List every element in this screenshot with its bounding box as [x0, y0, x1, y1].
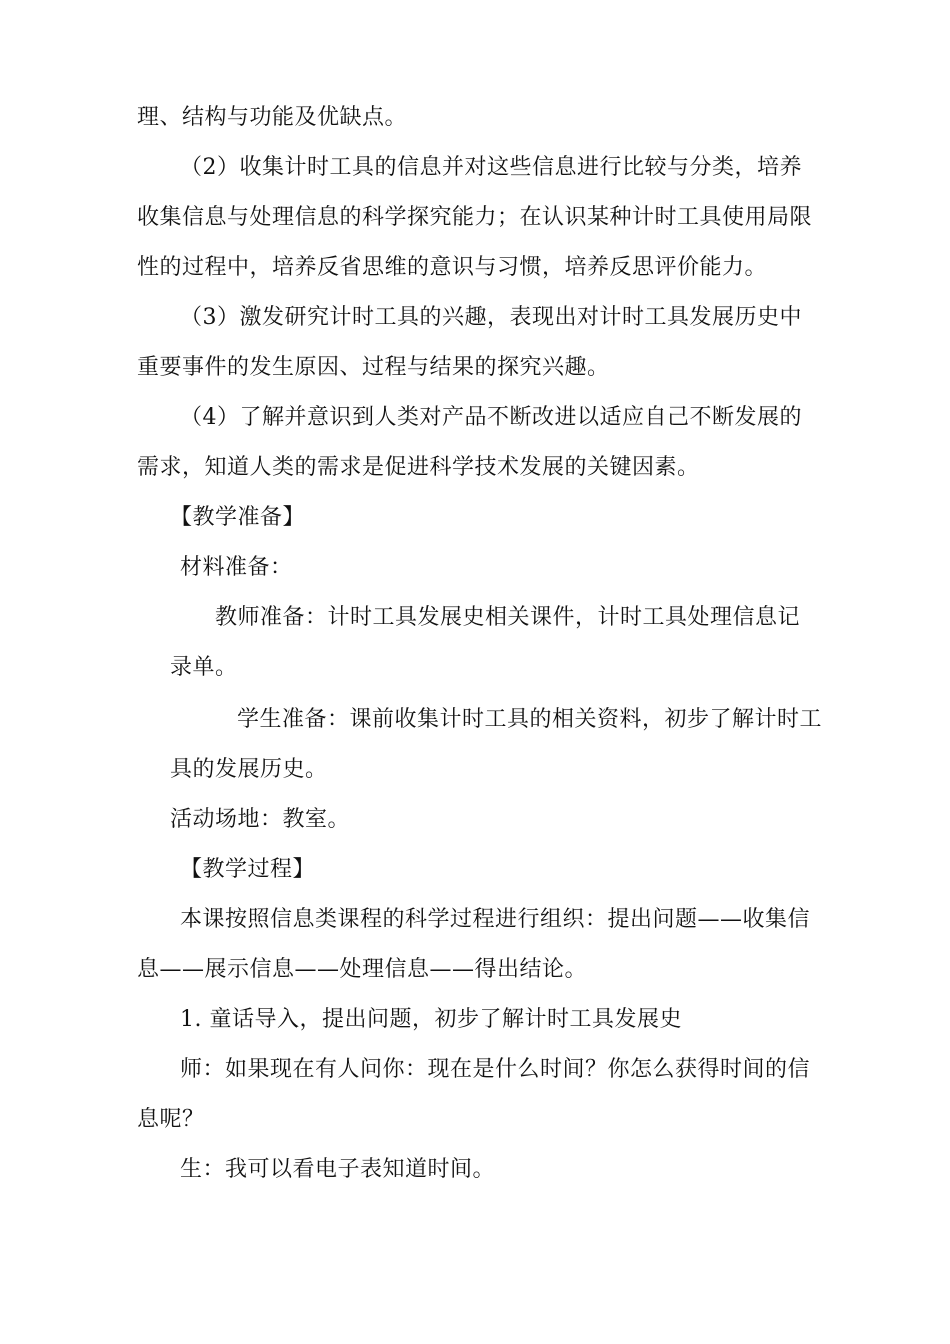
text-line: （2）收集计时工具的信息并对这些信息进行比较与分类，培养: [180, 155, 802, 180]
text-line: 本课按照信息类课程的科学过程进行组织：提出问题——收集信: [180, 907, 811, 932]
text-line: （3）激发研究计时工具的兴趣，表现出对计时工具发展历史中: [180, 305, 802, 330]
text-line: 生：我可以看电子表知道时间。: [180, 1157, 496, 1182]
text-line: 1. 童话导入，提出问题，初步了解计时工具发展史: [180, 1007, 682, 1032]
text-line: 活动场地：教室。: [170, 807, 351, 832]
text-line: 教师准备：计时工具发展史相关课件，计时工具处理信息记: [215, 605, 801, 630]
section-heading: 【教学准备】: [170, 505, 306, 530]
text-line: 录单。: [170, 655, 238, 680]
text-line: 学生准备：课前收集计时工具的相关资料，初步了解计时工: [237, 707, 823, 732]
text-line: 需求，知道人类的需求是促进科学技术发展的关键因素。: [137, 455, 700, 480]
text-line: 重要事件的发生原因、过程与结果的探究兴趣。: [137, 355, 610, 380]
text-line: （4）了解并意识到人类对产品不断改进以适应自己不断发展的: [180, 405, 802, 430]
text-line: 息——展示信息——处理信息——得出结论。: [137, 957, 588, 982]
text-line: 性的过程中，培养反省思维的意识与习惯，培养反思评价能力。: [137, 255, 768, 280]
text-line: 具的发展历史。: [170, 757, 328, 782]
text-line: 理、结构与功能及优缺点。: [137, 105, 408, 130]
text-line: 息呢？: [137, 1107, 205, 1132]
section-heading: 【教学过程】: [180, 857, 316, 882]
text-line: 师：如果现在有人问你：现在是什么时间？你怎么获得时间的信: [180, 1057, 811, 1082]
text-line: 材料准备：: [180, 555, 293, 580]
text-line: 收集信息与处理信息的科学探究能力；在认识某种计时工具使用局限: [137, 205, 813, 230]
